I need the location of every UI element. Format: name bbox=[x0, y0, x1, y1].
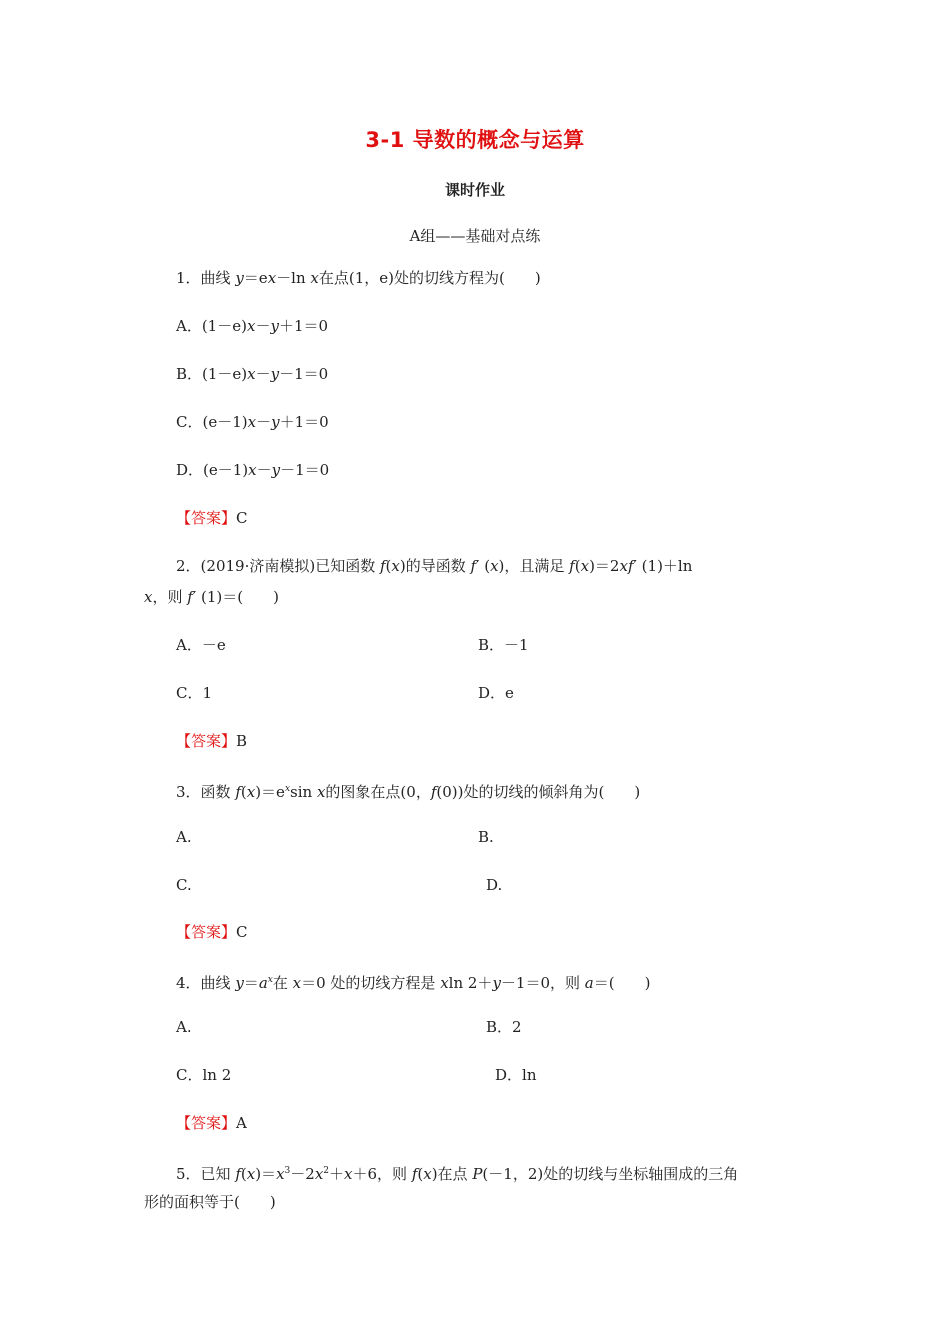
question-3-option-b: B. bbox=[478, 828, 494, 846]
question-5-stem-line1: 5．已知 $f(x)=x^3-2x^2+x+6$，则 f(x)在点 P(－1，2)处的切线与坐标轴围成的三角 bbox=[176, 1165, 739, 1183]
question-2-stem-line1: 2．(2019·济南模拟)已知函数 f(x)的导函数 f′ (x)，且满足 f(x)＝2xf′ (1)＋ln bbox=[176, 557, 693, 575]
page-title: 3-1 导数的概念与运算 bbox=[365, 128, 585, 152]
answer-label: 【答案】 bbox=[176, 923, 237, 941]
question-1-answer: 【答案】C bbox=[176, 509, 248, 527]
question-4-option-c: C．ln 2 bbox=[176, 1066, 232, 1084]
question-2-option-c: C．1 bbox=[176, 684, 213, 702]
page-subtitle: 课时作业 bbox=[444, 181, 505, 199]
section-heading: A组——基础对点练 bbox=[409, 227, 541, 245]
question-1-option-b: B．(1－e)x－y－1＝0 bbox=[176, 365, 329, 383]
answer-label: 【答案】 bbox=[176, 732, 237, 750]
question-5-stem-line2: 形的面积等于( ) bbox=[144, 1193, 276, 1211]
question-4-option-b: B．2 bbox=[486, 1018, 522, 1036]
question-2-option-d: D．e bbox=[478, 684, 514, 702]
question-2-stem-line2: x，则 f′ (1)＝( ) bbox=[144, 588, 279, 606]
question-2-option-b: B．－1 bbox=[478, 636, 529, 654]
question-4-option-a: A. bbox=[176, 1018, 192, 1036]
question-1-option-d: D．(e－1)x－y－1＝0 bbox=[176, 461, 330, 479]
question-4-stem: 4．曲线 $y=a^x$在 x＝0 处的切线方程是 xln 2＋y－1＝0，则 a＝( ) bbox=[176, 974, 651, 992]
question-2-answer: 【答案】B bbox=[176, 732, 248, 750]
question-1-option-a: A．(1－e)x－y＋1＝0 bbox=[176, 317, 329, 335]
question-3-stem: 3．函数 $f(x)=e^x\sin$ x的图象在点(0，f(0))处的切线的倾斜角为( ) bbox=[176, 783, 641, 801]
question-3-option-c: C. bbox=[176, 876, 192, 894]
question-3-option-d: D. bbox=[486, 876, 503, 894]
question-3-answer: 【答案】C bbox=[176, 923, 248, 941]
question-4-answer: 【答案】A bbox=[176, 1114, 247, 1132]
answer-label: 【答案】 bbox=[176, 1114, 237, 1132]
question-2-option-a: A．－e bbox=[176, 636, 226, 654]
answer-label: 【答案】 bbox=[176, 509, 237, 527]
question-1-option-c: C．(e－1)x－y＋1＝0 bbox=[176, 413, 329, 431]
question-4-option-d: D．ln bbox=[495, 1066, 537, 1084]
question-1-stem: 1．曲线 y＝ex－ln x在点(1，e)处的切线方程为( ) bbox=[176, 269, 541, 287]
question-3-option-a: A. bbox=[176, 828, 192, 846]
